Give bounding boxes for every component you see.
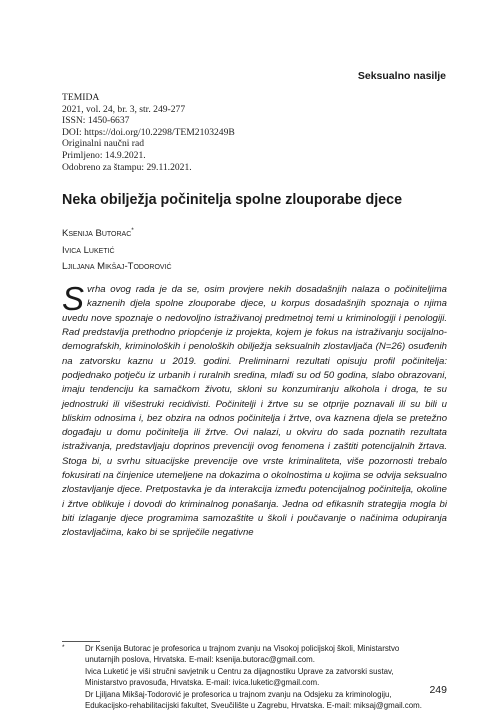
footnote-marker: * bbox=[131, 226, 134, 234]
author-name: Ivica Luketić bbox=[62, 244, 115, 256]
abstract bbox=[62, 280, 447, 541]
author-name: Ksenija Butorac* bbox=[62, 226, 134, 239]
footnote-line: Ministarstvo pravosuđa, Hrvatska. E-mail: ivica.luketic@gmail.com. bbox=[85, 678, 320, 688]
publication-metadata bbox=[62, 92, 235, 173]
author-list bbox=[62, 226, 172, 276]
footnote-divider bbox=[62, 641, 100, 642]
abstract-text: vrha ovog rada je da se, osim provjere nekih dosadašnjih nalaza o počiniteljima kaznenih djela spolne zlouporabe djece, u korpus dosadašnjih spoznaja o njima uvedu nove spoznaje o nedovoljno istraživanoj predmetnoj temi u kriminologiji i penologiji. Rad predstavlja prethodno priopćenje iz projekta, kojem je fokus na istraživanju socijalno-demografskih, kriminoloških i penoloških obilježja seksualnih zlostavljača (N=26) osuđenih na zatvorsku kaznu u 2019. godini. Preliminarni rezultati opisuju profil počinitelja: podjednako potječu iz urbanih i ruralnih sredina, mlađi su od 50 godina, slabo obrazovani, imaju tendenciju ka samačkom životu, skloni su konzumiranju alkohola i droga, te su jednostruki ili višestruki recidivisti. Počinitelji i žrtve su se otprije poznavali ili su bili u bliskim odnosima i, bez obzira na odnos počinitelja i žrtve, ova kaznena djela se pretežno događaju u domu počinitelja ili žrtve. Ovi nalazi, u okviru do sada poznatih rezultata istraživanja, predstavljaju doprinos prevenciji ovog fenomena i zaštiti potencijalnih žrtava. Stoga bi, u svrhu situacijske prevencije ove vrste kriminaliteta, više pozornosti trebalo fokusirati na činjenice utemeljene na dokazima o okolnostima u kojima se odvija seksualno zlostavljanje djece. Pretpostavka je da interakcija između potencijalnog počinitelja, okoline i žrtve oblikuje i dovodi do kriminalnog ponašanja. Jedna od efikasnih strategija mogla bi biti izlaganje djece programima samozaštite u školi i poučavanje o načinima odupiranja zlostavljačima, kako bi se spriječile negativne bbox=[62, 284, 447, 539]
issn: ISSN: 1450-6637 bbox=[62, 115, 130, 127]
drop-cap: S bbox=[62, 280, 85, 317]
journal-name: TEMIDA bbox=[62, 92, 100, 103]
footnote-line: Dr Ksenija Butorac je profesorica u trajnom zvanju na Visokoj policijskoj školi, Ministarstvo bbox=[85, 644, 400, 653]
author-name: Ljiljana Mikšaj-Todorović bbox=[62, 261, 172, 272]
section-heading: Seksualno nasilje bbox=[357, 70, 446, 82]
received-date: Primljeno: 14.9.2021. bbox=[62, 149, 146, 161]
article-title: Neka obilježja počinitelja spolne zlouporabe djece bbox=[62, 192, 403, 208]
footnote-line: Ivica Luketić je viši stručni savjetnik u Centru za dijagnostiku Uprave za zatvorski sustav, bbox=[85, 666, 394, 676]
footnote-marker: * bbox=[62, 644, 65, 651]
footnote bbox=[62, 643, 452, 711]
doi: DOI: https://doi.org/10.2298/TEM2103249B bbox=[62, 126, 235, 138]
page-number: 249 bbox=[429, 684, 447, 696]
volume-info: 2021, vol. 24, br. 3, str. 249-277 bbox=[62, 103, 186, 115]
article-type: Originalni naučni rad bbox=[62, 138, 145, 150]
footnote-line: Dr Ljiljana Mikšaj-Todorović je profesorica u trajnom zvanju na Odsjeku za kriminologiju, bbox=[85, 689, 392, 699]
footnote-line: Edukacijsko-rehabilitacijski fakultet, Sveučilište u Zagrebu, Hrvatska. E-mail: miksaj@gmail.com. bbox=[85, 701, 422, 711]
accepted-date: Odobreno za štampu: 29.11.2021. bbox=[62, 161, 192, 173]
footnote-line: unutarnjih poslova, Hrvatska. E-mail: ksenija.butorac@gmail.com. bbox=[85, 655, 315, 665]
